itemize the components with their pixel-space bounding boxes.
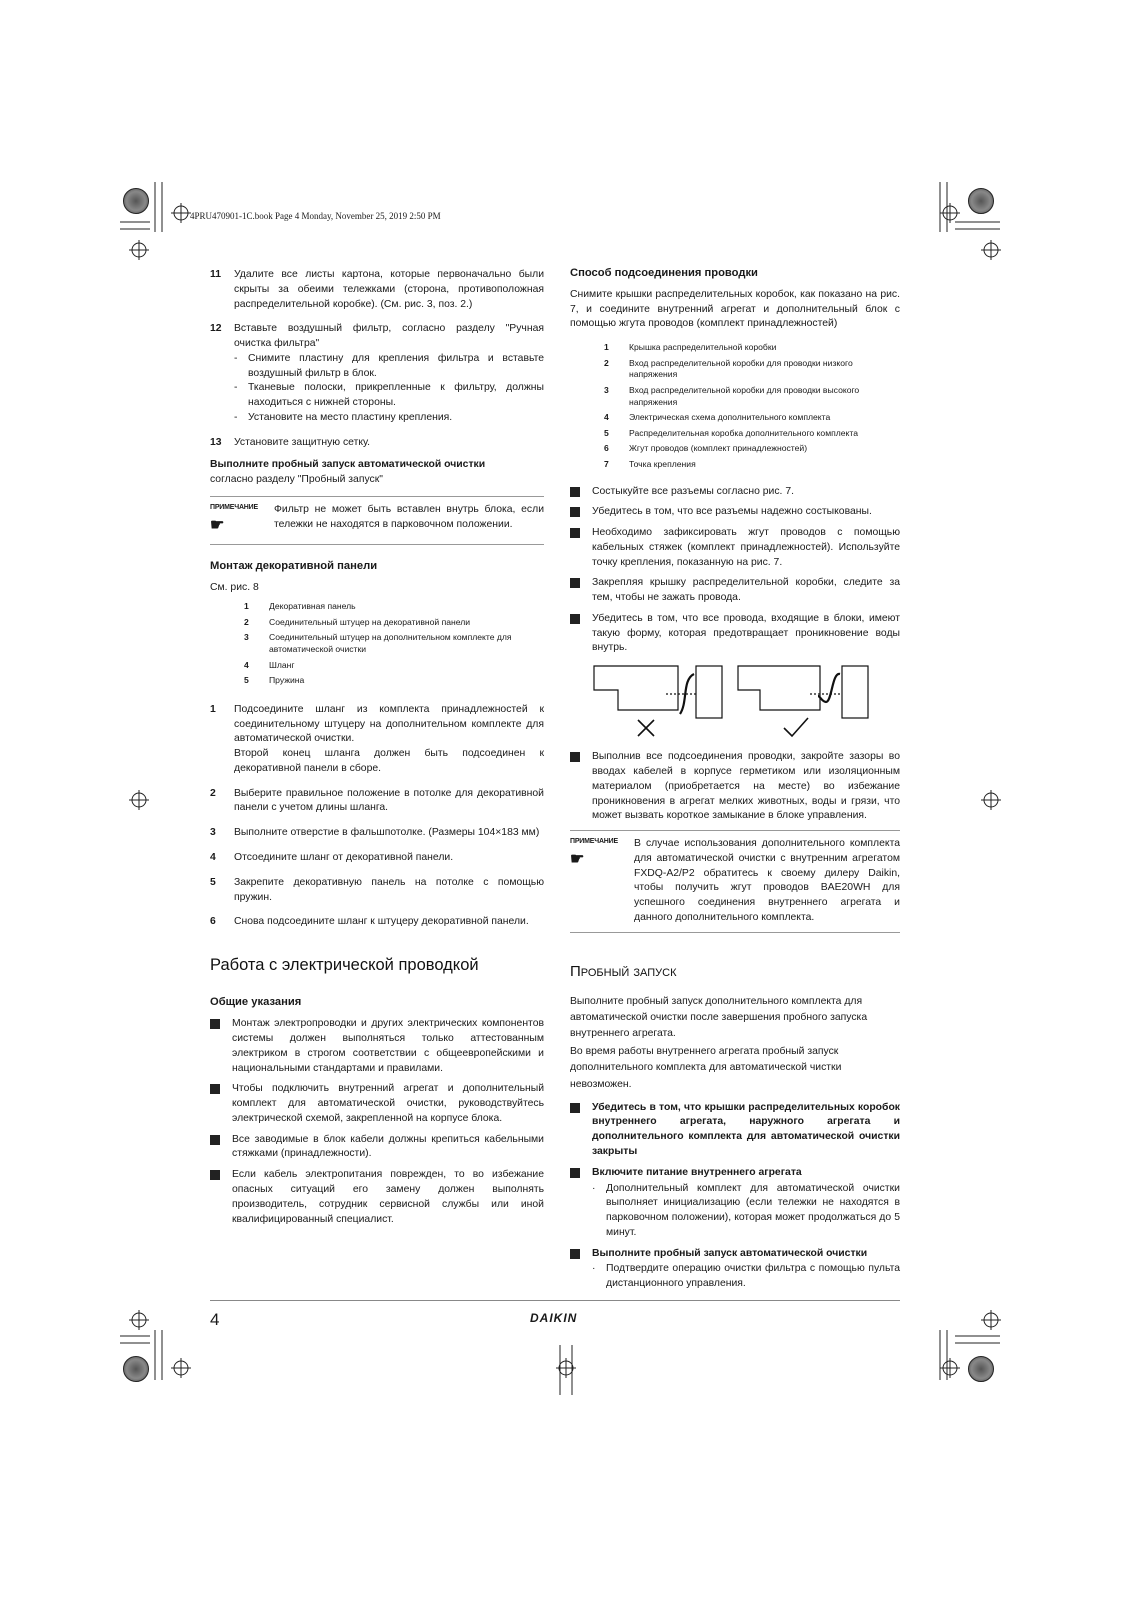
see-figure: См. рис. 8	[210, 581, 259, 593]
bullet-item	[570, 612, 900, 656]
wiring-shape-diagram	[570, 662, 900, 746]
bullet-item	[570, 576, 900, 606]
legend-number: 1	[604, 342, 609, 353]
bullet-text: Убедитесь в том, что все разъемы надежно состыкованы.	[592, 506, 872, 518]
bullet-square-icon	[570, 1249, 580, 1259]
note-label-area	[210, 503, 274, 538]
legend-list	[570, 342, 900, 470]
legend-item	[604, 385, 900, 408]
bullet-item	[570, 505, 900, 520]
bullet-text: Монтаж электропроводки и других электрических компонентов системы должен выполняться только аттестованным электриком в строгом соответствии с общеевропейскими и национальными стандартами и правилами.	[232, 1018, 544, 1074]
legend-text: Крышка распределительной коробки	[629, 342, 777, 353]
step-text	[234, 915, 544, 930]
note-text: В случае использования дополнительного комплекта для автоматической очистки с внутренним агрегатом FXDQ-A2/P2 обратитесь к своему дилеру Daikin, чтобы получить жгут проводов BAE20WH для успешного соединения внутреннего агрегата и данного дополнительного комплекта.	[634, 838, 900, 923]
note-box	[210, 496, 544, 545]
step-item	[210, 268, 544, 312]
legend-item	[244, 601, 544, 613]
note-label-area	[570, 837, 634, 926]
legend-text: Декоративная панель	[269, 601, 356, 612]
step-number: 4	[210, 851, 216, 863]
step-text-main: Снова подсоедините шланг к штуцеру декоративной панели.	[234, 916, 529, 928]
section-title-panel: Монтаж декоративной панели	[210, 559, 378, 572]
step-text	[234, 436, 544, 451]
step-sub-text: Тканевые полоски, прикрепленные к фильтру, должны находиться с нижней стороны.	[248, 382, 544, 409]
step-text-main: Вставьте воздушный фильтр, согласно разделу "Ручная очистка фильтра"	[234, 323, 544, 350]
bullet-square-icon	[570, 528, 580, 538]
legend-text: Вход распределительной коробки для проводки низкого напряжения	[629, 357, 853, 380]
step-sub-item	[234, 381, 544, 411]
bullet-square-icon	[210, 1135, 220, 1145]
step-number: 2	[210, 787, 216, 799]
step-number: 3	[210, 827, 216, 839]
legend-item	[604, 412, 900, 424]
bullet-item	[210, 1082, 544, 1126]
legend-text: Жгут проводов (комплект принадлежностей)	[629, 443, 808, 454]
step-text-main: Подсоедините шланг из комплекта принадлежностей к соединительному штуцеру на дополнительном комплекте для автоматической очистки.	[234, 703, 544, 745]
bullet-item	[570, 526, 900, 570]
step-item	[210, 703, 544, 777]
bullet-text: Состыкуйте все разъемы согласно рис. 7.	[592, 485, 794, 497]
step-sub-text: Установите на место пластину крепления.	[248, 411, 453, 423]
bullet-text: Необходимо зафиксировать жгут проводов с помощью кабельных стяжек (комплект принадлежностей). Используйте точку крепления, показанную на рис. 7.	[592, 527, 900, 568]
legend-text: Распределительная коробка дополнительного комплекта	[629, 427, 859, 438]
bullet-text: Закрепляя крышку распределительной коробки, следите за тем, чтобы не зажать провода.	[592, 577, 900, 604]
legend-text: Вход распределительной коробки для проводки высокого напряжения	[629, 384, 860, 407]
legend-item	[244, 675, 544, 687]
general-bullets	[210, 1017, 544, 1227]
step-number: 5	[210, 876, 216, 888]
legend-number: 3	[604, 384, 609, 395]
trial-paragraph: Во время работы внутреннего агрегата пробный запуск дополнительного комплекта для автоматической чистки невозможен.	[570, 1046, 842, 1090]
legend-item	[604, 358, 900, 381]
step-text	[234, 787, 544, 817]
note-text: Фильтр не может быть вставлен внутрь блока, если тележки не находятся в парковочном положении.	[274, 503, 544, 530]
step-text	[234, 322, 544, 425]
note-box	[570, 830, 900, 933]
wiring-intro: Снимите крышки распределительных коробок, как показано на рис. 7, и соедините внутренний агрегат и дополнительный блок с помощью жгута проводов (комплект принадлежностей)	[570, 288, 900, 330]
step-item	[210, 787, 544, 817]
trial-bold: Выполните пробный запуск автоматической очистки	[210, 459, 486, 471]
trial-instruction	[210, 458, 544, 488]
step-text-main: Закрепите декоративную панель на потолке с помощью пружин.	[234, 876, 544, 903]
bullet-text: Чтобы подключить внутренний агрегат и дополнительный комплект для автоматической очистки, руководствуйтесь электрической схемой, закрепленной на корпусе блока.	[232, 1083, 544, 1124]
bullet-item	[210, 1017, 544, 1076]
legend-item	[604, 428, 900, 440]
bullet-square-icon	[570, 752, 580, 762]
step-sub-item	[234, 352, 544, 382]
trial-bullet: Включите питание внутреннего агрегата	[570, 1166, 900, 1181]
panel-steps-list	[210, 703, 544, 930]
step-item	[210, 322, 544, 425]
legend-item	[604, 443, 900, 455]
bullet-square-icon	[570, 487, 580, 497]
right-column	[570, 266, 900, 1298]
legend-text: Соединительный штуцер на дополнительном комплекте для автоматической очистки	[269, 632, 512, 655]
legend-item	[244, 660, 544, 672]
legend-number: 5	[604, 427, 609, 438]
section-title-general: Общие указания	[210, 996, 302, 1009]
bullet-square-icon	[210, 1019, 220, 1029]
step-number: 11	[210, 269, 221, 280]
legend-number: 6	[604, 443, 609, 454]
dash-marker: -	[234, 382, 238, 394]
step-item	[210, 436, 544, 451]
page-number: 4	[210, 1310, 220, 1329]
step-sub-item	[234, 411, 544, 426]
steps-list	[210, 268, 544, 450]
legend-number: 7	[604, 458, 609, 469]
file-info-header: 4PRU470901-1C.book Page 4 Monday, November 25, 2019 2:50 PM	[190, 211, 441, 221]
trial-sub-item: · Дополнительный комплект для автоматической очистки выполняет инициализацию (если тележки не находятся в парковочном положении), которая может продолжаться до 5 минут.	[592, 1182, 900, 1238]
bullet-text: Все заводимые в блок кабели должны крепиться кабельными стяжками (принадлежности).	[232, 1133, 544, 1160]
trial-paragraph: Выполните пробный запуск дополнительного комплекта для автоматической очистки после завершения пробного запуска внутреннего агрегата.	[570, 995, 868, 1040]
step-text	[234, 826, 544, 841]
step-text-main: Установите защитную сетку.	[234, 436, 371, 448]
left-column	[210, 268, 544, 1233]
dash-marker: -	[234, 352, 238, 364]
dash-marker: -	[234, 411, 238, 423]
legend-text: Соединительный штуцер на декоративной панели	[269, 616, 471, 627]
wiring-bullets	[570, 485, 900, 657]
legend-item	[244, 632, 544, 655]
legend-number: 2	[604, 357, 609, 368]
step-item	[210, 876, 544, 906]
legend-item	[604, 342, 900, 354]
legend-number: 3	[244, 632, 249, 643]
bullet-text: Если кабель электропитания поврежден, то во избежание опасных ситуаций его замену должен выполнять производитель, сотрудник сервисной службы или иной квалифицированный специалист.	[232, 1169, 544, 1225]
legend-text: Шланг	[269, 659, 295, 670]
step-text-main: Удалите все листы картона, которые первоначально были скрыты за обеими тележками (сторона, противоположная распределительной коробке). (См. рис. 3, поз. 2.)	[234, 269, 544, 310]
bullet-square-icon	[210, 1170, 220, 1180]
bullet-item	[210, 1168, 544, 1227]
pointing-hand-icon: ☛	[210, 516, 225, 534]
step-text-main: Отсоедините шланг от декоративной панели.	[234, 851, 454, 863]
step-item	[210, 851, 544, 866]
bullet-square-icon	[570, 578, 580, 588]
pointing-hand-icon: ☛	[570, 850, 585, 868]
trial-bullet: Убедитесь в том, что крышки распределительных коробок внутреннего агрегата, наружного агрегата и дополнительного комплекта для автоматической очистки закрыты	[570, 1101, 900, 1160]
legend-text: Электрическая схема дополнительного комплекта	[629, 412, 831, 423]
step-number: 12	[210, 323, 222, 335]
legend-number: 5	[244, 675, 249, 686]
section-title-wiring: Способ подсоединения проводки	[570, 267, 758, 279]
step-number: 6	[210, 916, 216, 928]
step-text	[234, 268, 544, 312]
bullet-text: Убедитесь в том, что все провода, входящие в блоки, имеют такую форму, которая предотвращает проникновение воды внутрь.	[592, 612, 900, 654]
bullet-square-icon	[210, 1084, 220, 1094]
legend-number: 2	[244, 616, 249, 627]
step-text	[234, 851, 544, 866]
step-text-main: Выберите правильное положение в потолке для декоративной панели с учетом длины шланга.	[234, 787, 544, 814]
legend-text: Пружина	[269, 675, 305, 686]
trial-rest: согласно разделу "Пробный запуск"	[210, 474, 383, 486]
legend-text: Точка крепления	[629, 458, 696, 469]
step-item	[210, 915, 544, 930]
bullet-square-icon	[570, 1103, 580, 1113]
legend-item	[604, 459, 900, 471]
step-number: 1	[210, 703, 216, 715]
legend-list	[210, 601, 544, 687]
note-label: ПРИМЕЧАНИЕ	[570, 838, 618, 846]
legend-number: 4	[244, 659, 249, 670]
trial-bullet: Выполните пробный запуск автоматической очистки	[570, 1247, 900, 1262]
section-title-electrical: Работа с электрической проводкой	[210, 956, 479, 975]
bullet-square-icon	[570, 614, 580, 624]
bullet-after-diagram: Выполнив все подсоединения проводки, закройте зазоры во вводах кабелей в корпусе герметиком или изоляционным материалом (приобретается на месте) во избежание проникновения в агрегат мелких животных, воды и грязи, что может вызвать короткое замыкание в блоке управления.	[570, 750, 900, 824]
bullet-square-icon	[570, 1168, 580, 1178]
bullet-square-icon	[570, 507, 580, 517]
step-sub-text: Снимите пластину для крепления фильтра и вставьте воздушный фильтр в блок.	[248, 352, 544, 379]
legend-item	[244, 617, 544, 629]
section-title-trial: Пробный запуск	[570, 962, 677, 980]
step-text-main: Выполните отверстие в фальшпотолке. (Размеры 104×183 мм)	[234, 827, 540, 839]
legend-number: 1	[244, 601, 249, 612]
note-label: ПРИМЕЧАНИЕ	[210, 503, 258, 511]
brand-logo: DAIKIN	[530, 1311, 578, 1325]
step-number: 13	[210, 436, 222, 448]
trial-sub-item: · Подтвердите операцию очистки фильтра с помощью пульта дистанционного управления.	[592, 1263, 900, 1290]
step-text	[234, 703, 544, 777]
step-item	[210, 826, 544, 841]
bullet-item	[210, 1133, 544, 1163]
step-text-extra: Второй конец шланга должен быть подсоединен к декоративной панели в сборе.	[234, 748, 544, 774]
step-text	[234, 876, 544, 906]
legend-number: 4	[604, 412, 609, 423]
bullet-item	[570, 485, 900, 500]
footer-rule	[210, 1300, 900, 1301]
